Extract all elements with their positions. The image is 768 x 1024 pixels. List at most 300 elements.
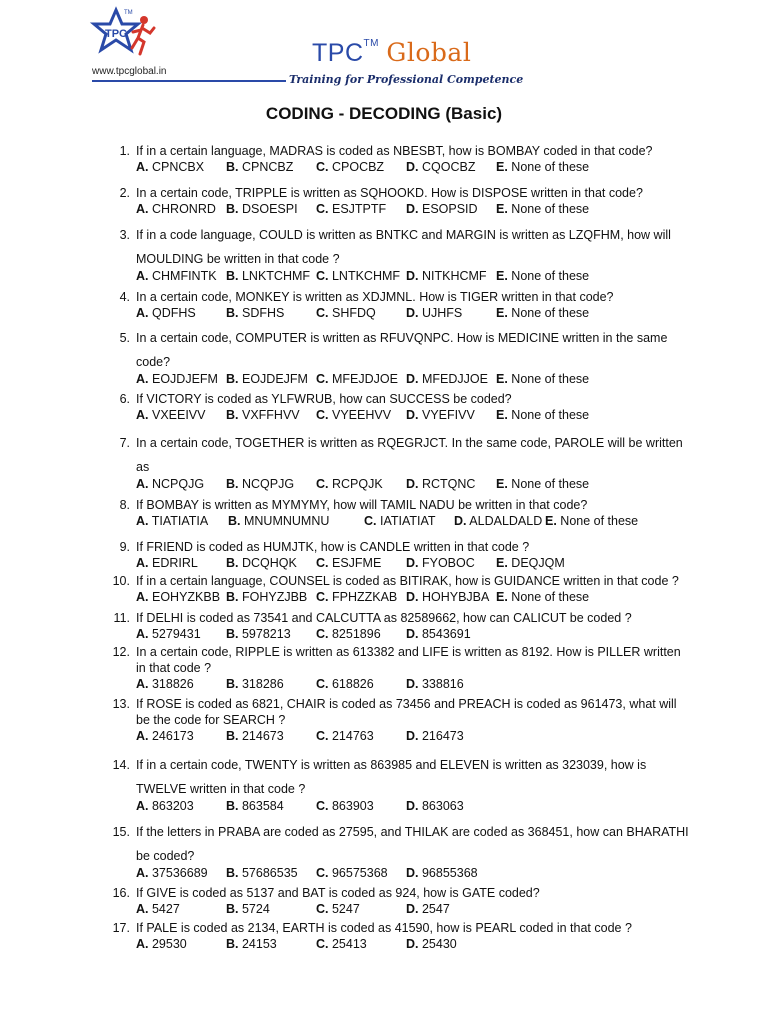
option-e — [496, 305, 596, 321]
question-text: If VICTORY is coded as YLFWRUB, how can SUCCESS be coded? — [136, 392, 512, 406]
option-value: CPNCBZ — [241, 160, 294, 174]
option-value: ESJTPTF — [331, 202, 387, 216]
question-text: If FRIEND is coded as HUMJTK, how is CANDLE written in that code ? — [136, 540, 530, 554]
question-text: If in a certain code, TWENTY is written as 863985 and ELEVEN is written as 323039, how is TWELVE written in that code ? — [136, 758, 647, 796]
question-item — [104, 644, 689, 692]
answer-options — [104, 676, 689, 692]
option-letter: E. — [496, 269, 508, 283]
question-number: 3. — [119, 228, 130, 242]
option-d — [406, 159, 496, 175]
option-value: None of these — [511, 306, 590, 320]
option-letter: E. — [496, 306, 508, 320]
option-letter: A. — [136, 269, 149, 283]
question-number: 6. — [119, 392, 130, 406]
question-text: If in a certain language, MADRAS is coded as NBESBT, how is BOMBAY coded in that code? — [136, 144, 653, 158]
option-value: 5427 — [151, 902, 180, 916]
page-title: CODING - DECODING (Basic) — [265, 104, 503, 123]
option-value: MFEJDJOE — [331, 372, 398, 386]
question-stem — [104, 289, 689, 305]
option-c — [316, 589, 406, 605]
option-value: SDFHS — [241, 306, 285, 320]
option-letter: A. — [136, 677, 149, 691]
option-value: 8251896 — [331, 627, 381, 641]
option-e — [545, 513, 645, 529]
answer-options — [104, 407, 689, 423]
option-letter: D. — [406, 677, 419, 691]
question-number: 4. — [119, 290, 130, 304]
answer-options — [104, 201, 689, 217]
question-item — [104, 497, 689, 529]
question-stem — [104, 185, 689, 201]
question-stem — [104, 885, 689, 901]
option-c — [316, 936, 406, 952]
option-letter: C. — [316, 160, 329, 174]
option-letter: A. — [136, 202, 149, 216]
option-a — [136, 676, 226, 692]
answer-options — [104, 555, 689, 571]
question-text: In a certain code, RIPPLE is written as 613382 and LIFE is written as 8192. How is PILLER written in that code ? — [136, 645, 681, 675]
question-item — [104, 610, 689, 642]
option-letter: D. — [406, 269, 419, 283]
option-letter: A. — [136, 729, 149, 743]
option-c — [316, 728, 406, 744]
logo-tm: TM — [124, 10, 133, 16]
option-d — [406, 676, 496, 692]
option-value: 5247 — [331, 902, 360, 916]
option-b — [226, 626, 316, 642]
option-a — [136, 936, 226, 952]
option-letter: B. — [226, 372, 239, 386]
option-letter: B. — [228, 514, 241, 528]
answer-options — [104, 626, 689, 642]
option-a — [136, 901, 226, 917]
option-letter: E. — [496, 408, 508, 422]
option-letter: D. — [406, 729, 419, 743]
option-value: CHRONRD — [151, 202, 216, 216]
question-number: 17. — [112, 921, 130, 935]
option-letter: A. — [136, 372, 149, 386]
option-d — [406, 936, 496, 952]
option-value: 8543691 — [421, 627, 471, 641]
option-value: LNKTCHMF — [241, 269, 311, 283]
option-value: 29530 — [151, 937, 187, 951]
brand-tm: TM — [363, 37, 379, 49]
option-a — [136, 201, 226, 217]
option-value: 25430 — [421, 937, 457, 951]
option-value: None of these — [560, 514, 639, 528]
option-value: NITKHCMF — [421, 269, 487, 283]
option-c — [316, 676, 406, 692]
option-letter: C. — [364, 514, 377, 528]
option-b — [226, 407, 316, 423]
option-d — [406, 901, 496, 917]
option-letter: E. — [496, 160, 508, 174]
option-letter: B. — [226, 269, 239, 283]
option-value: 863063 — [421, 799, 464, 813]
option-letter: C. — [316, 627, 329, 641]
option-letter: B. — [226, 556, 239, 570]
option-letter: B. — [226, 729, 239, 743]
option-value: 863903 — [331, 799, 374, 813]
question-stem — [104, 497, 689, 513]
option-c — [316, 201, 406, 217]
question-stem — [104, 539, 689, 555]
question-text: In a certain code, COMPUTER is written as RFUVQNPC. How is MEDICINE written in the same code? — [136, 331, 668, 369]
question-text: If DELHI is coded as 73541 and CALCUTTA as 82589662, how can CALICUT be coded ? — [136, 611, 632, 625]
option-letter: A. — [136, 556, 149, 570]
option-b — [226, 555, 316, 571]
question-text: If ROSE is coded as 6821, CHAIR is coded as 73456 and PREACH is coded as 961473, what will be the code for SEARCH ? — [136, 697, 677, 727]
option-value: CPOCBZ — [331, 160, 385, 174]
option-value: 5724 — [241, 902, 270, 916]
option-value: NCQPJG — [241, 477, 295, 491]
option-letter: C. — [316, 799, 329, 813]
option-value: 5978213 — [241, 627, 291, 641]
option-letter: A. — [136, 866, 149, 880]
option-letter: B. — [226, 866, 239, 880]
option-value: EOJDJEFM — [151, 372, 218, 386]
option-letter: A. — [136, 799, 149, 813]
option-letter: B. — [226, 902, 239, 916]
answer-options — [104, 728, 689, 744]
option-d — [406, 728, 496, 744]
option-value: NCPQJG — [151, 477, 205, 491]
option-value: DEQJQM — [511, 556, 565, 570]
option-value: EDRIRL — [151, 556, 198, 570]
question-stem — [104, 753, 689, 801]
question-item — [104, 326, 689, 387]
question-item — [104, 223, 689, 284]
question-number: 15. — [112, 825, 130, 839]
option-b — [226, 936, 316, 952]
question-item — [104, 431, 689, 492]
option-letter: D. — [406, 306, 419, 320]
question-stem — [104, 143, 689, 159]
option-e — [496, 159, 596, 175]
question-stem — [104, 223, 689, 271]
answer-options — [104, 513, 689, 529]
question-item — [104, 391, 689, 423]
option-letter: C. — [316, 372, 329, 386]
option-b — [226, 676, 316, 692]
option-c — [316, 901, 406, 917]
option-letter: D. — [406, 477, 419, 491]
option-letter: A. — [136, 514, 149, 528]
option-value: 318826 — [151, 677, 194, 691]
option-a — [136, 589, 226, 605]
answer-options — [104, 305, 689, 321]
question-list — [104, 143, 689, 957]
website-url: www.tpcglobal.in — [92, 66, 167, 77]
question-text: If BOMBAY is written as MYMYMY, how will TAMIL NADU be written in that code? — [136, 498, 588, 512]
header-rule-left — [92, 80, 288, 82]
option-e — [496, 589, 596, 605]
question-text: In a certain code, TOGETHER is written as RQEGRJCT. In the same code, PAROLE will be written as — [136, 436, 683, 474]
option-value: 96575368 — [331, 866, 388, 880]
option-letter: D. — [406, 372, 419, 386]
option-value: ESOPSID — [421, 202, 478, 216]
option-letter: B. — [226, 627, 239, 641]
question-number: 16. — [112, 886, 130, 900]
question-stem — [104, 610, 689, 626]
option-value: TIATIATIA — [151, 514, 209, 528]
option-letter: D. — [406, 202, 419, 216]
option-value: DSOESPI — [241, 202, 298, 216]
option-c — [316, 305, 406, 321]
option-letter: A. — [136, 590, 149, 604]
question-stem — [104, 573, 689, 589]
option-letter: E. — [496, 590, 508, 604]
option-letter: C. — [316, 306, 329, 320]
page-header — [0, 0, 768, 100]
option-d — [406, 407, 496, 423]
option-letter: D. — [406, 799, 419, 813]
option-letter: A. — [136, 627, 149, 641]
option-e — [496, 407, 596, 423]
option-value: CQOCBZ — [421, 160, 476, 174]
question-text: In a certain code, TRIPPLE is written as SQHOOKD. How is DISPOSE written in that code? — [136, 186, 643, 200]
option-letter: D. — [406, 590, 419, 604]
option-letter: B. — [226, 477, 239, 491]
question-item — [104, 753, 689, 814]
option-a — [136, 159, 226, 175]
option-letter: B. — [226, 202, 239, 216]
option-value: CHMFINTK — [151, 269, 217, 283]
option-value: RCPQJK — [331, 477, 383, 491]
option-letter: D. — [406, 937, 419, 951]
option-letter: E. — [496, 556, 508, 570]
option-c — [316, 626, 406, 642]
option-value: CPNCBX — [151, 160, 205, 174]
question-number: 8. — [119, 498, 130, 512]
option-letter: B. — [226, 408, 239, 422]
option-letter: E. — [496, 372, 508, 386]
option-value: HOHYBJBA — [421, 590, 490, 604]
option-letter: C. — [316, 590, 329, 604]
option-letter: B. — [226, 590, 239, 604]
question-stem — [104, 820, 689, 868]
option-letter: C. — [316, 408, 329, 422]
option-value: None of these — [511, 269, 590, 283]
question-item — [104, 820, 689, 881]
question-stem — [104, 326, 689, 374]
option-d — [406, 626, 496, 642]
question-text: If the letters in PRABA are coded as 27595, and THILAK are coded as 368451, how can BHARATHI be coded? — [136, 825, 689, 863]
question-number: 1. — [119, 144, 130, 158]
option-value: ALDALDALD — [469, 514, 543, 528]
option-b — [226, 728, 316, 744]
option-letter: D. — [406, 627, 419, 641]
option-letter: A. — [136, 937, 149, 951]
option-b — [226, 901, 316, 917]
option-value: LNTKCHMF — [331, 269, 401, 283]
option-letter: B. — [226, 160, 239, 174]
option-letter: E. — [545, 514, 557, 528]
option-value: IATIATIAT — [379, 514, 436, 528]
option-e — [496, 555, 596, 571]
question-item — [104, 539, 689, 571]
question-number: 9. — [119, 540, 130, 554]
option-value: DCQHQK — [241, 556, 297, 570]
option-e — [496, 201, 596, 217]
option-c — [316, 555, 406, 571]
option-c — [364, 513, 454, 529]
option-letter: A. — [136, 477, 149, 491]
option-a — [136, 407, 226, 423]
question-item — [104, 143, 689, 175]
option-value: VXFFHVV — [241, 408, 300, 422]
option-letter: D. — [406, 866, 419, 880]
question-stem — [104, 431, 689, 479]
question-number: 14. — [112, 758, 130, 772]
option-value: MFEDJJOE — [421, 372, 488, 386]
option-value: 318286 — [241, 677, 284, 691]
question-stem — [104, 391, 689, 407]
question-text: In a certain code, MONKEY is written as XDJMNL. How is TIGER written in that code? — [136, 290, 614, 304]
option-letter: C. — [316, 866, 329, 880]
question-item — [104, 185, 689, 217]
option-d — [406, 555, 496, 571]
option-letter: B. — [226, 306, 239, 320]
option-letter: D. — [406, 160, 419, 174]
question-number: 11. — [113, 611, 130, 625]
option-value: VYEFIVV — [421, 408, 475, 422]
logo-text: TPC — [105, 28, 127, 40]
option-a — [136, 555, 226, 571]
option-letter: D. — [406, 408, 419, 422]
option-value: None of these — [511, 160, 590, 174]
option-d — [406, 305, 496, 321]
option-letter: E. — [496, 477, 508, 491]
question-number: 7. — [119, 436, 130, 450]
option-letter: B. — [226, 937, 239, 951]
option-value: 338816 — [421, 677, 464, 691]
brand-name — [312, 38, 471, 68]
option-value: 57686535 — [241, 866, 298, 880]
option-value: VXEEIVV — [151, 408, 206, 422]
option-c — [316, 159, 406, 175]
option-d — [454, 513, 545, 529]
option-letter: A. — [136, 306, 149, 320]
option-a — [136, 728, 226, 744]
question-item — [104, 573, 689, 605]
option-value: None of these — [511, 590, 590, 604]
option-d — [406, 589, 496, 605]
option-value: 216473 — [421, 729, 464, 743]
option-value: VYEEHVV — [331, 408, 392, 422]
option-value: EOJDEJFM — [241, 372, 308, 386]
question-text: If GIVE is coded as 5137 and BAT is coded as 924, how is GATE coded? — [136, 886, 540, 900]
option-a — [136, 305, 226, 321]
option-value: None of these — [511, 372, 590, 386]
option-c — [316, 407, 406, 423]
option-letter: C. — [316, 556, 329, 570]
option-letter: D. — [406, 556, 419, 570]
question-number: 10. — [112, 574, 130, 588]
option-value: 2547 — [421, 902, 450, 916]
question-text: If in a code language, COULD is written as BNTKC and MARGIN is written as LZQFHM, how will MOULDING be written in that code ? — [136, 228, 671, 266]
question-stem — [104, 644, 689, 676]
option-value: EOHYZKBB — [151, 590, 221, 604]
option-d — [406, 201, 496, 217]
option-value: 96855368 — [421, 866, 478, 880]
option-value: QDFHS — [151, 306, 196, 320]
option-value: 25413 — [331, 937, 367, 951]
brand-tpc: TPC — [312, 39, 364, 67]
question-text: If in a certain language, COUNSEL is coded as BITIRAK, how is GUIDANCE written in that code ? — [136, 574, 679, 588]
option-letter: C. — [316, 937, 329, 951]
question-number: 5. — [119, 331, 130, 345]
option-letter: C. — [316, 677, 329, 691]
question-stem — [104, 920, 689, 936]
option-value: MNUMNUMNU — [243, 514, 330, 528]
option-value: 246173 — [151, 729, 194, 743]
question-item — [104, 885, 689, 917]
option-value: 863584 — [241, 799, 284, 813]
option-value: 214763 — [331, 729, 374, 743]
option-value: None of these — [511, 408, 590, 422]
option-value: 24153 — [241, 937, 277, 951]
question-stem — [104, 696, 689, 728]
option-letter: C. — [316, 729, 329, 743]
option-value: 618826 — [331, 677, 374, 691]
option-b — [226, 201, 316, 217]
answer-options — [104, 589, 689, 605]
option-value: FYOBOC — [421, 556, 475, 570]
option-b — [228, 513, 364, 529]
option-value: FPHZZKAB — [331, 590, 398, 604]
option-value: SHFDQ — [331, 306, 376, 320]
option-a — [136, 626, 226, 642]
question-number: 13. — [112, 697, 130, 711]
option-letter: C. — [316, 269, 329, 283]
tagline: Training for Professional Competence — [286, 73, 526, 86]
option-letter: B. — [226, 799, 239, 813]
option-letter: A. — [136, 902, 149, 916]
option-value: 214673 — [241, 729, 284, 743]
question-item — [104, 289, 689, 321]
option-letter: B. — [226, 677, 239, 691]
brand-global: Global — [386, 38, 472, 67]
option-letter: D. — [406, 902, 419, 916]
option-letter: C. — [316, 202, 329, 216]
question-number: 12. — [112, 645, 130, 659]
option-value: ESJFME — [331, 556, 382, 570]
answer-options — [104, 936, 689, 952]
option-value: 37536689 — [151, 866, 208, 880]
question-text: If PALE is coded as 2134, EARTH is coded as 41590, how is PEARL coded in that code ? — [136, 921, 632, 935]
option-letter: C. — [316, 902, 329, 916]
tpc-logo-icon — [86, 6, 166, 68]
option-letter: C. — [316, 477, 329, 491]
option-letter: A. — [136, 408, 149, 422]
answer-options — [104, 159, 689, 175]
option-value: 5279431 — [151, 627, 201, 641]
option-b — [226, 159, 316, 175]
option-value: UJHFS — [421, 306, 463, 320]
option-value: None of these — [511, 202, 590, 216]
option-value: None of these — [511, 477, 590, 491]
option-value: FOHYZJBB — [241, 590, 308, 604]
answer-options — [104, 901, 689, 917]
option-value: 863203 — [151, 799, 194, 813]
option-letter: E. — [496, 202, 508, 216]
option-a — [136, 513, 228, 529]
question-item — [104, 920, 689, 952]
option-value: RCTQNC — [421, 477, 476, 491]
question-number: 2. — [119, 186, 130, 200]
option-b — [226, 305, 316, 321]
